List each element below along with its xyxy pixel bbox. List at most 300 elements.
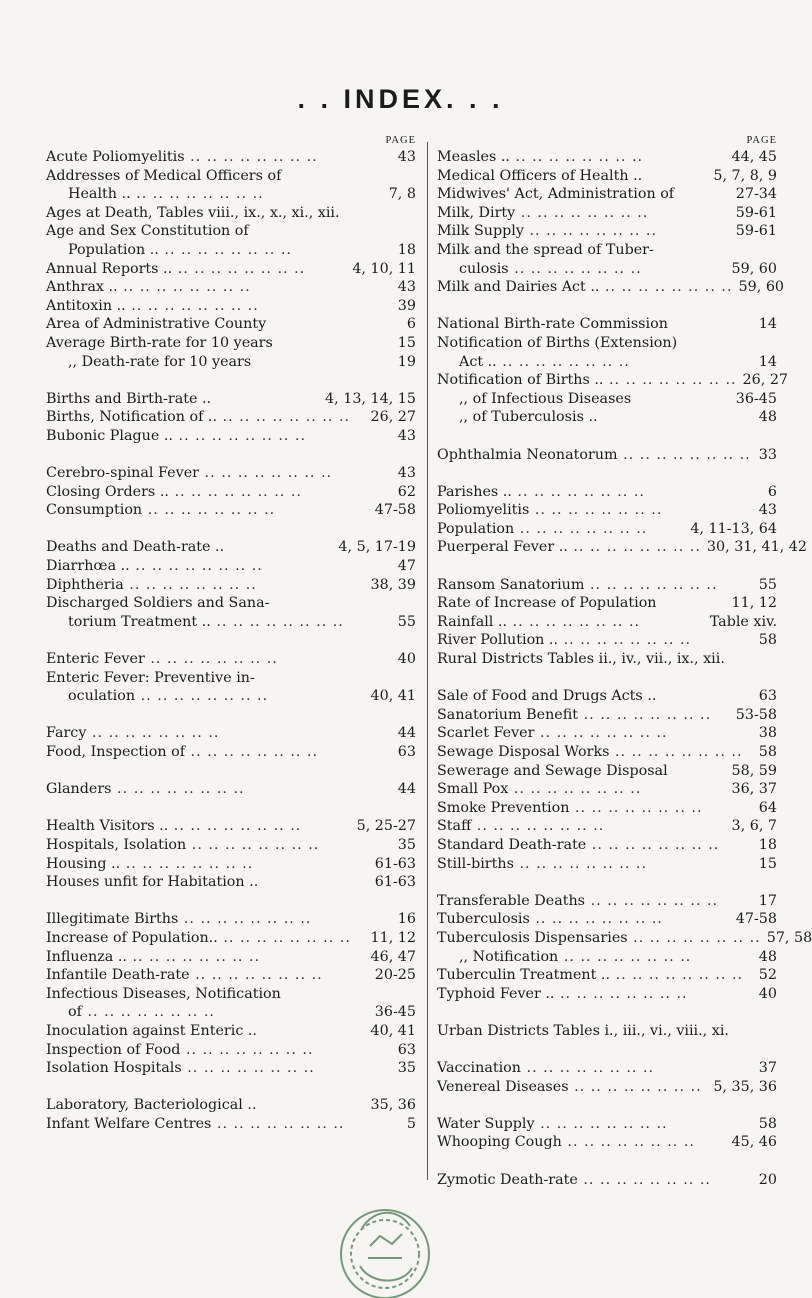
entry-label [437, 576, 753, 595]
entry-label-text: Rate of Increase of Population [437, 595, 657, 612]
leader-dots: .. .. .. .. .. .. .. .. [507, 613, 641, 630]
index-entry [437, 1133, 777, 1152]
leader-dots: .. .. .. .. .. .. .. .. [126, 948, 261, 965]
entry-label-text: Food, Inspection of [46, 744, 185, 760]
entry-page-ref: 53-58 [735, 706, 777, 723]
index-entry [437, 260, 777, 279]
entry-label-text: Enteric Fever [46, 651, 145, 668]
entry-label-text: Infantile Death-rate [46, 967, 190, 984]
entry-page-ref: 40, 41 [370, 1022, 416, 1039]
entry-page-ref: 27-34 [735, 186, 777, 203]
entry-label-text: Discharged Soldiers and Sana- [46, 595, 270, 612]
index-entry [437, 1059, 777, 1078]
entry-label [437, 855, 753, 874]
leader-dots: .. .. .. .. .. .. .. .. [610, 967, 744, 984]
index-entry [437, 892, 777, 911]
index-entry [437, 743, 777, 762]
column-divider [427, 142, 428, 1180]
entry-label-text: Staff [437, 818, 472, 835]
leader-dots: .. .. .. .. .. .. .. .. [123, 576, 257, 593]
entry-label [46, 836, 392, 855]
index-entry [46, 724, 416, 743]
entry-page-ref: 35, 36 [370, 1097, 416, 1114]
entry-page-ref: 5, 7, 8, 9 [713, 167, 777, 184]
entry-label [459, 260, 726, 279]
entry-label-text: Transferable Deaths [437, 892, 586, 909]
entry-label-text: Increase of Population.. [46, 929, 218, 946]
entry-page-ref: Table xiv. [709, 613, 777, 630]
index-entry [46, 167, 416, 186]
index-entry [437, 371, 789, 390]
entry-page-ref: 35 [397, 836, 416, 853]
entry-page-ref: 4, 13, 14, 15 [325, 390, 416, 407]
entry-page-ref: 20 [758, 1171, 777, 1188]
index-entry [46, 985, 416, 1004]
entry-label-text: Enteric Fever: Preventive in- [46, 669, 255, 686]
entry-label-text: Parishes .. [437, 483, 512, 500]
leader-dots: .. .. .. .. .. .. .. .. [86, 725, 220, 742]
entry-label [437, 762, 726, 781]
entry-label-text: Age and Sex Constitution of [46, 223, 249, 240]
index-entry [437, 706, 777, 725]
library-seal-stamp [320, 1188, 450, 1298]
entry-label-text: Ages at Death, Tables viii., ix., x., xi., xii. [46, 204, 340, 221]
entry-label [437, 687, 753, 706]
entry-label-text: Standard Death-rate [437, 836, 587, 853]
entry-label-text: Isolation Hospitals [46, 1060, 182, 1077]
index-entry [437, 315, 777, 334]
leader-dots: .. .. .. .. .. .. .. .. [561, 1134, 695, 1151]
entry-label-text: Venereal Diseases [437, 1078, 569, 1095]
index-entry [46, 557, 416, 576]
index-entry [46, 278, 416, 297]
entry-label-text: Sewerage and Sewage Disposal [437, 762, 668, 779]
index-entry [437, 204, 777, 223]
entry-page-ref: 11, 12 [731, 595, 777, 612]
entry-page-ref: 3, 6, 7 [731, 818, 777, 835]
leader-dots: .. .. .. .. .. .. .. .. [211, 1115, 345, 1132]
index-entry [46, 780, 416, 799]
entry-label-text: Cerebro-spinal Fever [46, 465, 200, 482]
entry-label [46, 966, 369, 985]
entry-page-ref: 5, 25-27 [356, 818, 416, 835]
entry-label [68, 687, 365, 706]
entry-page-ref: 37 [758, 1060, 777, 1077]
entry-label [46, 910, 392, 929]
entry-label [46, 780, 392, 799]
entry-label-text: Bubonic Plague .. [46, 427, 173, 444]
entry-page-ref: 47-58 [374, 502, 416, 519]
leader-dots: .. .. .. .. .. .. .. .. [168, 483, 302, 500]
left-column [46, 134, 416, 1152]
entry-label-text: Population [437, 520, 515, 537]
index-entry [46, 873, 416, 892]
leader-dots: .. .. .. .. .. .. .. .. [529, 911, 663, 928]
entry-label [437, 724, 753, 743]
entry-page-ref: 26, 27 [370, 409, 416, 426]
entry-label [46, 724, 392, 743]
entry-label-text: Rural Districts Tables ii., iv., vii., ix., xii. [437, 651, 725, 668]
entry-label-text: oculation [68, 688, 136, 705]
entry-page-ref: 55 [758, 576, 777, 593]
index-group [437, 483, 807, 557]
entry-label [437, 278, 733, 297]
leader-dots: .. .. .. .. .. .. .. .. [609, 744, 743, 760]
index-group [46, 1096, 416, 1133]
entry-label-text: River Pollution .. [437, 632, 559, 649]
index-entry [46, 408, 416, 427]
entry-label-text: Glanders [46, 781, 112, 798]
entry-label [459, 948, 753, 967]
entry-label-text: Health Visitors .. [46, 818, 169, 835]
index-entry [437, 1078, 777, 1097]
entry-label [437, 613, 704, 632]
index-entry [437, 780, 777, 799]
index-group [46, 910, 416, 1077]
index-entry [437, 446, 777, 465]
index-entry [46, 650, 416, 669]
leader-dots: .. .. .. .. .. .. .. .. [180, 1041, 314, 1058]
entry-label [46, 297, 392, 316]
entry-label-text: Area of Administrative County [46, 316, 267, 333]
page-header-right: PAGE [746, 135, 777, 146]
index-entry [46, 148, 416, 167]
index-entry [46, 185, 416, 204]
leader-dots: .. .. .. .. .. .. .. .. [534, 1115, 668, 1132]
entry-label [437, 650, 771, 669]
entry-label-text: Infectious Diseases, Notification [46, 985, 281, 1002]
entry-label-text: Typhoid Fever .. [437, 985, 555, 1002]
entry-label [437, 985, 753, 1004]
entry-label [437, 371, 737, 390]
entry-label [46, 873, 369, 892]
entry-page-ref: 59, 60 [738, 279, 785, 296]
index-entry [46, 464, 416, 483]
leader-dots: .. .. .. .. .. .. .. .. [217, 409, 351, 426]
entry-label-text: ,, of Infectious Diseases [459, 390, 632, 407]
index-group [437, 1059, 777, 1096]
index-group [46, 464, 416, 520]
entry-page-ref: 58, 59 [731, 762, 777, 779]
entry-page-ref: 62 [397, 483, 416, 500]
entry-label-text: Milk Supply [437, 223, 524, 240]
index-entry [437, 1171, 777, 1190]
entry-page-ref: 44 [397, 781, 416, 798]
entry-label [437, 929, 761, 948]
entry-label [46, 408, 365, 427]
entry-label-text: Sewage Disposal Works [437, 744, 610, 760]
entry-label-text: ,, Death-rate for 10 years [68, 353, 252, 370]
entry-page-ref: 59, 60 [731, 260, 777, 277]
entry-label-text: Scarlet Fever [437, 725, 535, 742]
index-group [437, 1022, 777, 1041]
entry-label-text: Sanatorium Benefit [437, 706, 579, 723]
index-entry [46, 353, 416, 372]
index-entry [46, 855, 416, 874]
index-entry [46, 427, 416, 446]
index-entry [46, 817, 416, 836]
entry-label-text: Tuberculosis [437, 911, 530, 928]
entry-page-ref: 47 [397, 558, 416, 575]
entry-label-text: Closing Orders .. [46, 483, 169, 500]
entry-label [437, 799, 753, 818]
leader-dots: .. .. .. .. .. .. .. .. [217, 929, 351, 946]
entry-page-ref: 39 [397, 297, 416, 314]
entry-label-text: Health .. [68, 186, 131, 203]
leader-dots: .. .. .. .. .. .. .. .. [508, 260, 642, 277]
entry-label [46, 1059, 392, 1078]
index-entry [437, 966, 777, 985]
entry-label [46, 315, 401, 334]
index-group [437, 1115, 777, 1152]
leader-dots: .. .. .. .. .. .. .. .. [199, 465, 333, 482]
entry-label-text: Diarrhœa .. [46, 558, 130, 575]
index-entry [437, 501, 777, 520]
entry-label [459, 390, 730, 409]
index-entry [437, 353, 777, 372]
entry-label [437, 167, 707, 186]
entry-label-text: Milk, Dirty [437, 204, 516, 221]
entry-label [46, 669, 410, 688]
index-entry [46, 260, 416, 279]
entry-label-text: Rainfall .. [437, 613, 507, 630]
leader-dots: .. .. .. .. .. .. .. .. [81, 1004, 215, 1021]
entry-label [437, 1171, 753, 1190]
entry-label [46, 427, 392, 446]
leader-dots: .. .. .. .. .. .. .. .. [558, 632, 692, 649]
entry-label-text: Anthrax .. [46, 279, 118, 296]
entry-page-ref: 63 [397, 744, 416, 760]
leader-dots: .. .. .. .. .. .. .. .. [158, 241, 292, 258]
entry-label-text: Diphtheria [46, 576, 124, 593]
leader-dots: .. .. .. .. .. .. .. .. [585, 892, 719, 909]
entry-page-ref: 15 [397, 334, 416, 351]
entry-page-ref: 14 [758, 353, 777, 370]
entry-label-text: Still-births [437, 855, 514, 872]
entry-page-ref: 58 [758, 1115, 777, 1132]
entry-page-ref: 7, 8 [388, 186, 416, 203]
index-group [437, 446, 777, 465]
entry-label-text: Midwives' Act, Administration of [437, 186, 675, 203]
entry-label [46, 985, 410, 1004]
index-group [46, 538, 416, 631]
index-entry [437, 222, 777, 241]
index-entry [437, 910, 777, 929]
entry-label [46, 1022, 365, 1041]
entry-label [46, 483, 392, 502]
index-entry [437, 483, 777, 502]
index-entry [437, 985, 777, 1004]
leader-dots: .. .. .. .. .. .. .. .. [168, 818, 302, 835]
entry-label [68, 1003, 369, 1022]
entry-label [46, 650, 392, 669]
leader-dots: .. .. .. .. .. .. .. .. [144, 651, 278, 668]
entry-label [68, 353, 392, 372]
entry-label [46, 855, 369, 874]
index-group [437, 576, 777, 669]
entry-page-ref: 45, 46 [731, 1134, 777, 1151]
entry-page-ref: 43 [397, 465, 416, 482]
entry-label [437, 1059, 753, 1078]
entry-page-ref: 44 [397, 725, 416, 742]
entry-page-ref: 43 [397, 149, 416, 165]
leader-dots: .. .. .. .. .. .. .. .. [568, 1078, 702, 1095]
leader-dots: .. .. .. .. .. .. .. .. [511, 483, 645, 500]
entry-label-text: Acute Poliomyelitis [46, 149, 185, 165]
entry-page-ref: 38, 39 [370, 576, 416, 593]
index-entry [46, 613, 416, 632]
entry-page-ref: 43 [758, 502, 777, 519]
entry-label [46, 222, 410, 241]
entry-label [437, 892, 753, 911]
entry-label [437, 1078, 707, 1097]
index-entry [46, 687, 416, 706]
entry-label-text: Houses unfit for Habitation .. [46, 874, 259, 891]
entry-label-text: ,, Notification [459, 948, 559, 965]
index-entry [437, 929, 812, 948]
entry-label [46, 948, 365, 967]
leader-dots: .. .. .. .. .. .. .. .. [523, 223, 658, 240]
entry-label-text: Vaccination [437, 1060, 521, 1077]
index-entry [437, 1022, 777, 1041]
entry-label [459, 408, 753, 427]
entry-label-text: Farcy [46, 725, 87, 742]
index-entry [46, 241, 416, 260]
entry-label [437, 483, 762, 502]
leader-dots: .. .. .. .. .. .. .. .. [125, 297, 259, 314]
entry-label-text: Addresses of Medical Officers of [46, 167, 282, 184]
entry-label-text: Whooping Cough [437, 1134, 562, 1151]
index-entry [437, 817, 777, 836]
entry-page-ref: 61-63 [374, 855, 416, 872]
entry-label-text: Small Pox [437, 781, 509, 798]
entry-label [437, 780, 726, 799]
index-entry [437, 520, 777, 539]
entry-label-text: Measles .. [437, 149, 510, 165]
entry-label-text: Medical Officers of Health .. [437, 167, 643, 184]
entry-label-text: Antitoxin .. [46, 297, 126, 314]
entry-label-text: Illegitimate Births [46, 911, 179, 928]
entry-page-ref: 40 [397, 651, 416, 668]
index-entry [437, 799, 777, 818]
index-entry [437, 167, 777, 186]
leader-dots: .. .. .. .. .. .. .. .. [558, 948, 692, 965]
entry-label [46, 576, 365, 595]
entry-page-ref: 18 [397, 241, 416, 258]
index-group [46, 148, 416, 371]
index-entry [46, 1022, 416, 1041]
entry-label [437, 910, 730, 929]
index-entry [437, 724, 777, 743]
index-entry [437, 594, 777, 613]
leader-dots: .. .. .. .. .. .. .. .. [617, 446, 751, 463]
index-entry [437, 185, 777, 204]
entry-page-ref: 59-61 [735, 223, 777, 240]
entry-page-ref: 63 [758, 688, 777, 705]
entry-page-ref: 33 [758, 446, 777, 463]
index-entry [437, 687, 777, 706]
index-group [437, 687, 777, 873]
index-entry [437, 762, 777, 781]
leader-dots: .. .. .. .. .. .. .. .. [111, 781, 245, 798]
entry-label [46, 538, 332, 557]
entry-label [437, 204, 730, 223]
leader-dots: .. .. .. .. .. .. .. .. [172, 427, 307, 444]
entry-label-text: Smoke Prevention [437, 799, 570, 816]
index-group [437, 315, 789, 427]
index-entry [46, 910, 416, 929]
leader-dots: .. .. .. .. .. .. .. .. [130, 186, 264, 203]
entry-page-ref: 64 [758, 799, 777, 816]
entry-label [437, 334, 771, 353]
leader-dots: .. .. .. .. .. .. .. .. [521, 1060, 655, 1077]
index-entry [437, 576, 777, 595]
entry-page-ref: 5, 35, 36 [713, 1078, 777, 1095]
index-entry [46, 743, 416, 762]
entry-label [46, 501, 369, 520]
entry-label [68, 185, 383, 204]
entry-page-ref: 26, 27 [742, 372, 789, 389]
index-entry [46, 483, 416, 502]
entry-page-ref: 40, 41 [370, 688, 416, 705]
entry-label [437, 1022, 771, 1041]
leader-dots: .. .. .. .. .. .. .. .. [189, 967, 323, 984]
entry-label [437, 836, 753, 855]
entry-page-ref: 61-63 [374, 874, 416, 891]
entry-label [437, 594, 726, 613]
index-entry [46, 538, 416, 557]
entry-page-ref: 36, 37 [731, 781, 777, 798]
entry-page-ref: 35 [397, 1060, 416, 1077]
page-header-left: PAGE [385, 135, 416, 146]
entry-label-text: National Birth-rate Commission [437, 316, 668, 333]
leader-dots: .. .. .. .. .. .. .. .. [599, 279, 733, 296]
entry-label [437, 148, 726, 167]
entry-label-text: Ophthalmia Neonatorum [437, 446, 618, 463]
entry-page-ref: 59-61 [735, 204, 777, 221]
entry-label-text: Infant Welfare Centres [46, 1115, 212, 1132]
entry-page-ref: 46, 47 [370, 948, 416, 965]
entry-label-text: Annual Reports .. [46, 260, 173, 277]
entry-page-ref: 58 [758, 744, 777, 760]
entry-page-ref: 36-45 [735, 390, 777, 407]
entry-page-ref: 4, 10, 11 [352, 260, 416, 277]
entry-label [437, 1133, 726, 1152]
entry-label [437, 1115, 753, 1134]
entry-label [46, 260, 346, 279]
entry-label-text: Inspection of Food [46, 1041, 181, 1058]
index-entry [46, 501, 416, 520]
entry-page-ref: 4, 11-13, 64 [690, 520, 777, 537]
entry-page-ref: 5 [406, 1115, 416, 1132]
entry-page-ref: 15 [758, 855, 777, 872]
index-entry [437, 278, 785, 297]
entry-label [437, 446, 753, 465]
index-entry [46, 222, 416, 241]
index-group [437, 1171, 777, 1190]
entry-label-text: Water Supply [437, 1115, 535, 1132]
entry-label-text: Sale of Food and Drugs Acts .. [437, 688, 657, 705]
leader-dots: .. .. .. .. .. .. .. .. [513, 855, 648, 872]
index-group [46, 780, 416, 799]
left-groups [46, 148, 416, 1133]
entry-label [437, 185, 730, 204]
index-group [46, 650, 416, 706]
entry-label-text: Act .. [459, 353, 497, 370]
entry-page-ref: 11, 12 [370, 929, 416, 946]
entry-label-text: Births, Notification of .. [46, 409, 218, 426]
entry-label-text: Influenza .. [46, 948, 127, 965]
